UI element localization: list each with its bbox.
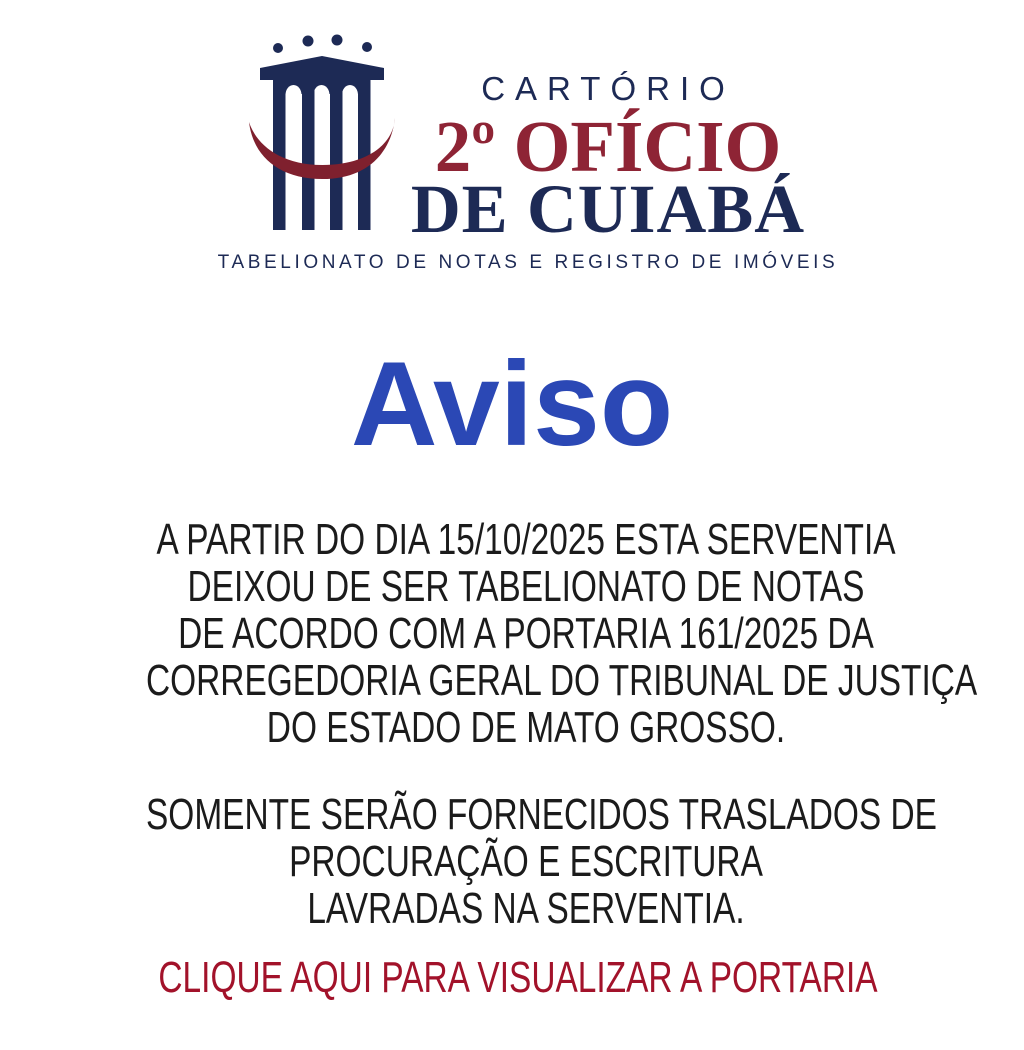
notice-paragraph-2 (146, 790, 937, 933)
brand-name-top: CARTÓRIO (481, 70, 735, 107)
notice-line: PROCURAÇÃO E ESCRITURA (289, 837, 763, 886)
notice-page (0, 26, 1024, 1050)
logo-tagline: TABELIONATO DE NOTAS E REGISTRO DE IMÓVEIS (217, 252, 839, 273)
notice-line: LAVRADAS NA SERVENTIA. (307, 884, 745, 933)
brand-name-bottom: DE CUIABÁ (410, 171, 806, 247)
view-portaria-link[interactable]: CLIQUE AQUI PARA VISUALIZAR A PORTARIA (158, 953, 878, 1002)
cartorio-logo (218, 26, 839, 274)
logo-titles (407, 26, 809, 247)
notice-line: DE ACORDO COM A PORTARIA 161/2025 DA (178, 609, 874, 658)
notice-line: SOMENTE SERÃO FORNECIDOS TRASLADOS DE (146, 790, 937, 839)
logo-row (247, 26, 809, 247)
notice-line: A PARTIR DO DIA 15/10/2025 ESTA SERVENTIA (156, 515, 896, 564)
notice-line: DEIXOU DE SER TABELIONATO DE NOTAS (187, 562, 865, 611)
notice-line: DO ESTADO DE MATO GROSSO. (266, 703, 786, 752)
notice-paragraph-1 (146, 515, 978, 752)
notice-line: CORREGEDORIA GERAL DO TRIBUNAL DE JUSTIÇA (146, 656, 978, 705)
brand-name-middle: 2º OFÍCIO (434, 106, 782, 187)
notice-title: Aviso (350, 337, 674, 471)
columns-crescent-icon (247, 26, 397, 238)
